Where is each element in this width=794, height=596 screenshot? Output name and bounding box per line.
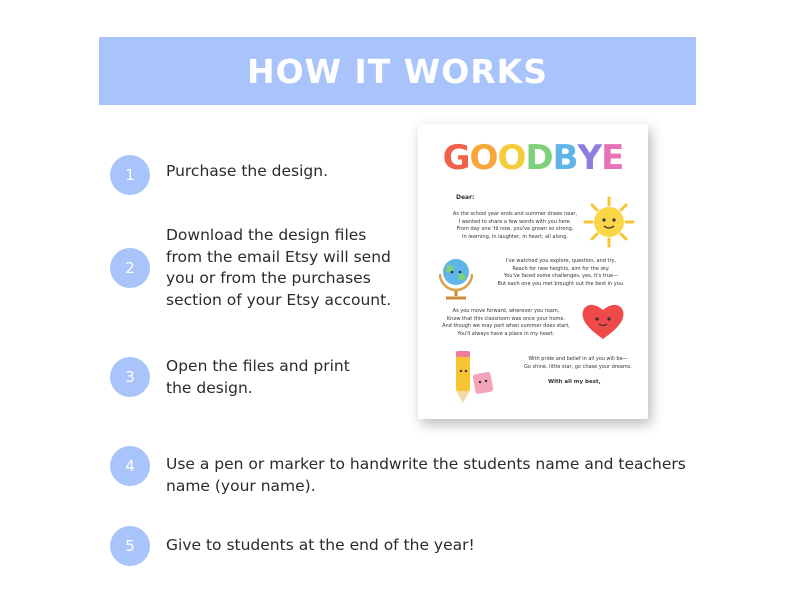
preview-title-letter: O (469, 138, 498, 178)
step-text-4: Use a pen or marker to handwrite the students name and teachers name (your name). (166, 455, 686, 495)
header-banner (99, 37, 696, 105)
preview-title-letter: Y (577, 138, 602, 178)
step-text-3: Open the files and print the design. (166, 357, 350, 397)
preview-closing: With all my best, (548, 379, 601, 385)
page-title: HOW IT WORKS (246, 51, 549, 91)
preview-stanza-3: As you move forward, wherever you roam, Know that this classroom was once your home. And though we may part when summer does start, You'll always have a place in my heart. (442, 308, 570, 338)
preview-title (418, 138, 648, 178)
step-text-5: Give to students at the end of the year! (166, 536, 475, 554)
product-preview (418, 124, 648, 419)
preview-title-letter: D (525, 138, 553, 178)
pencil-eraser-icon (448, 349, 500, 405)
preview-title-letter: E (601, 138, 624, 178)
preview-stanza-4: With pride and belief in all you will be— Go shine, little star, go chase your dreams. (524, 356, 632, 370)
preview-salutation: Dear: (456, 194, 475, 201)
step-number-1: 1 (110, 155, 150, 195)
step-number-5: 5 (110, 526, 150, 566)
step-text-1: Purchase the design. (166, 162, 329, 180)
step-text-2: Download the design files from the email Etsy will send you or from the purchases section of your Etsy account. (166, 226, 392, 309)
step-number-2: 2 (110, 248, 150, 288)
heart-icon (578, 299, 628, 343)
preview-stanza-1: As the school year ends and summer draws near, I wanted to share a few words with you here. From day one 'til now, you've grown so strong, In learning, in laughter, in heart, all along. (452, 211, 578, 241)
preview-title-letter: B (552, 138, 578, 178)
sun-icon (583, 196, 635, 248)
step-number-4: 4 (110, 446, 150, 486)
globe-icon (432, 252, 480, 302)
preview-stanza-2: I've watched you explore, question, and try, Reach for new heights, aim for the sky. You've faced some challenges, yes, it's true— But each one you met brought out the best in you. (497, 258, 625, 288)
step-number-3: 3 (110, 357, 150, 397)
preview-title-letter: O (497, 138, 526, 178)
preview-title-letter: G (442, 138, 470, 178)
